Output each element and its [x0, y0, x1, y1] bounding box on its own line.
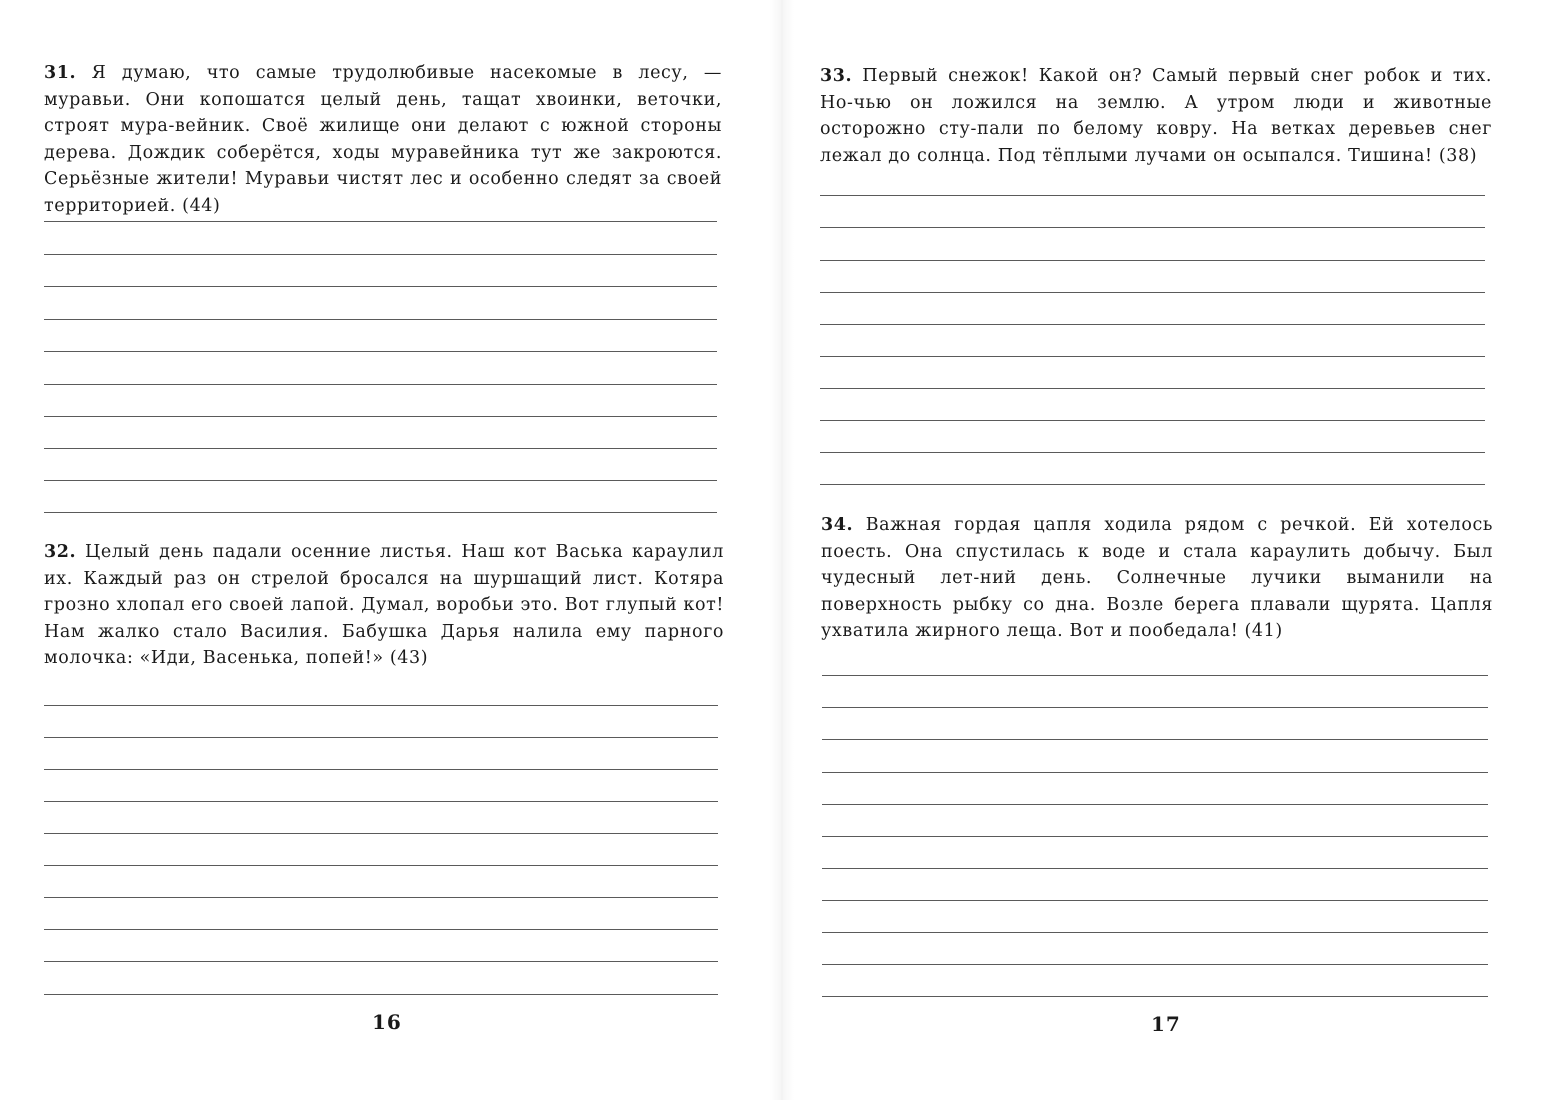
writing-line[interactable]	[44, 319, 717, 320]
exercise-34-text	[821, 512, 1493, 645]
writing-line[interactable]	[820, 420, 1485, 421]
writing-line[interactable]	[820, 484, 1485, 485]
exercise-number: 32.	[44, 542, 77, 562]
writing-line[interactable]	[44, 480, 717, 481]
writing-line[interactable]	[44, 865, 718, 866]
writing-line[interactable]	[822, 868, 1488, 869]
writing-line[interactable]	[820, 356, 1485, 357]
writing-line[interactable]	[822, 675, 1488, 676]
writing-line[interactable]	[44, 416, 717, 417]
writing-line[interactable]	[822, 932, 1488, 933]
writing-line[interactable]	[44, 994, 718, 995]
exercise-number: 34.	[821, 515, 854, 535]
exercise-body: Важная гордая цапля ходила рядом с речкой. Ей хотелось поесть. Она спустилась к воде и стала караулить добычу. Был чудесный лет-ний день. Солнечные лучики выманили на поверхность рыбку со дна. Возле берега плавали щурята. Цапля ухватила жирного леща. Вот и пообедала! (41)	[821, 515, 1493, 641]
writing-line[interactable]	[44, 384, 717, 385]
page-number: 17	[1151, 1012, 1181, 1036]
writing-line[interactable]	[822, 836, 1488, 837]
writing-line[interactable]	[44, 737, 718, 738]
writing-line[interactable]	[822, 804, 1488, 805]
page-right	[782, 0, 1565, 1100]
exercise-number: 33.	[820, 66, 853, 86]
writing-line[interactable]	[820, 227, 1485, 228]
writing-line[interactable]	[44, 961, 718, 962]
exercise-31-text	[44, 60, 722, 219]
writing-line[interactable]	[44, 286, 717, 287]
writing-line[interactable]	[822, 996, 1488, 997]
writing-line[interactable]	[44, 351, 717, 352]
page-left	[0, 0, 782, 1100]
writing-line[interactable]	[44, 769, 718, 770]
writing-line[interactable]	[44, 512, 717, 513]
exercise-number: 31.	[44, 63, 77, 83]
writing-line[interactable]	[44, 833, 718, 834]
writing-line[interactable]	[822, 900, 1488, 901]
writing-line[interactable]	[820, 388, 1485, 389]
exercise-body: Первый снежок! Какой он? Самый первый снег робок и тих. Но-чью он ложился на землю. А утром люди и животные осторожно сту-пали по белому ковру. На ветках деревьев снег лежал до солнца. Под тёплыми лучами он осыпался. Тишина! (38)	[820, 66, 1492, 166]
exercise-31	[44, 60, 722, 219]
writing-line[interactable]	[822, 772, 1488, 773]
exercise-34	[821, 512, 1493, 645]
writing-line[interactable]	[44, 897, 718, 898]
writing-line[interactable]	[820, 292, 1485, 293]
exercise-32	[44, 539, 724, 672]
page-number: 16	[372, 1010, 402, 1034]
exercise-33	[820, 63, 1492, 169]
exercise-body: Целый день падали осенние листья. Наш кот Васька караулил их. Каждый раз он стрелой бросался на шуршащий лист. Котяра грозно хлопал его своей лапой. Думал, воробьи это. Вот глупый кот! Нам жалко стало Василия. Бабушка Дарья налила ему парного молочка: «Иди, Васенька, попей!» (43)	[44, 542, 724, 668]
writing-line[interactable]	[44, 801, 718, 802]
writing-line[interactable]	[822, 707, 1488, 708]
writing-line[interactable]	[820, 195, 1485, 196]
exercise-33-text	[820, 63, 1492, 169]
writing-line[interactable]	[44, 221, 717, 222]
writing-line[interactable]	[44, 705, 718, 706]
writing-line[interactable]	[44, 448, 717, 449]
exercise-body: Я думаю, что самые трудолюбивые насекомые в лесу, — муравьи. Они копошатся целый день, тащат хвоинки, веточки, строят мура-вейник. Своё жилище они делают с южной стороны дерева. Дождик соберётся, ходы муравейника тут же закроются. Серьёзные жители! Муравьи чистят лес и особенно следят за своей территорией. (44)	[44, 63, 722, 216]
writing-line[interactable]	[44, 929, 718, 930]
writing-line[interactable]	[822, 739, 1488, 740]
exercise-32-text	[44, 539, 724, 672]
writing-line[interactable]	[820, 324, 1485, 325]
writing-line[interactable]	[822, 964, 1488, 965]
writing-line[interactable]	[44, 254, 717, 255]
writing-line[interactable]	[820, 260, 1485, 261]
writing-line[interactable]	[820, 452, 1485, 453]
